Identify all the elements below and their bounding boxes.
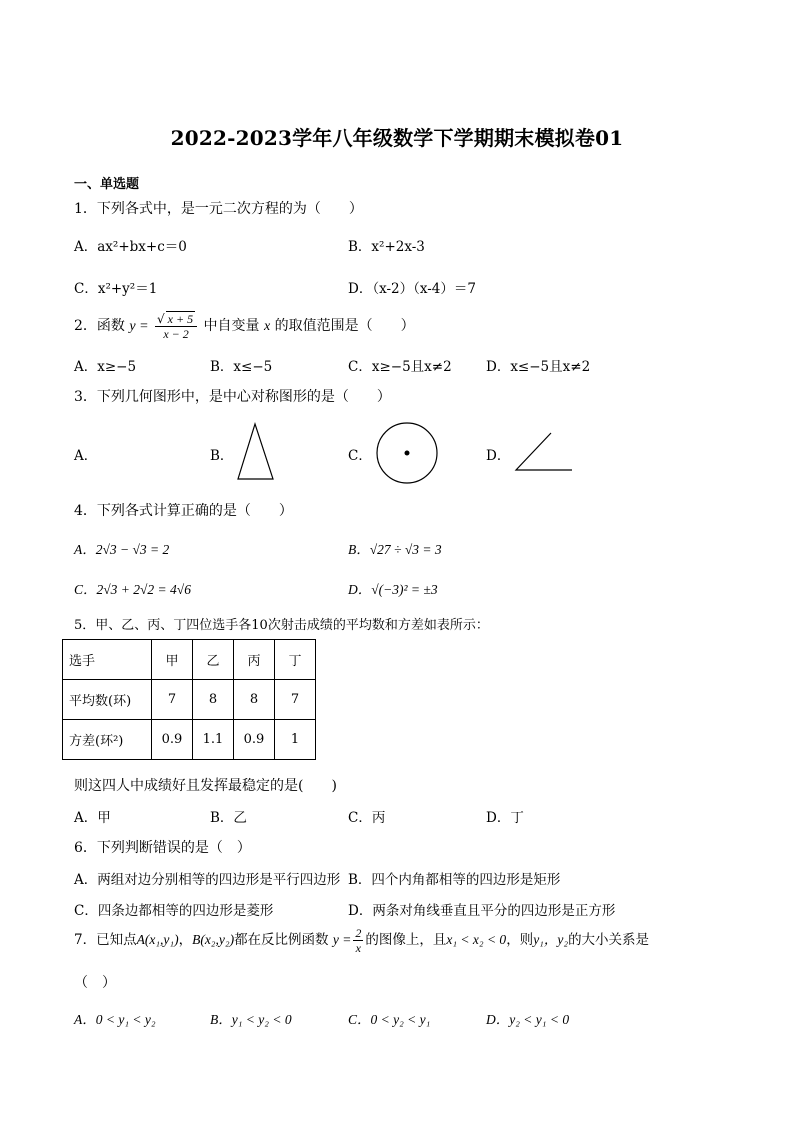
q2-variable: x xyxy=(264,319,271,334)
q3-option-a: A． xyxy=(74,448,98,464)
table-header-cell: 丁 xyxy=(275,640,316,680)
q3-option-c: C． xyxy=(348,448,372,464)
q7-part-2: 都在反比例函数 xyxy=(234,932,329,948)
q7-fraction xyxy=(353,926,363,955)
q7-denominator: x xyxy=(355,941,361,955)
q2-numerator: √ x + 5 xyxy=(155,311,197,327)
table-cell: 7 xyxy=(152,680,193,720)
question-4-stem: 4．下列各式计算正确的是（ ） xyxy=(74,503,293,519)
question-2-stem xyxy=(74,311,415,341)
q5-followup: 则这四人中成绩好且发挥最稳定的是( ) xyxy=(74,778,337,794)
q2-function-y: y = xyxy=(129,319,149,334)
q7-separator: ， xyxy=(178,932,193,948)
table-header-cell: 乙 xyxy=(193,640,234,680)
table-cell: 8 xyxy=(193,680,234,720)
table-cell: 8 xyxy=(234,680,275,720)
q4-option-b: B．√27 ÷ √3 = 3 xyxy=(348,542,442,557)
q7-option-a: A．0 < y₁ < y₂ xyxy=(74,1012,156,1027)
q7-part-5: 的大小关系是 xyxy=(568,932,650,948)
table-cell: 平均数(环) xyxy=(63,680,152,720)
q6-option-c: C．四条边都相等的四边形是菱形 xyxy=(74,903,274,919)
q2-option-b: B．x≤−5 xyxy=(210,359,273,375)
table-row xyxy=(63,720,316,760)
q2-denominator: x − 2 xyxy=(163,327,189,341)
q1-option-a: A．ax²+bx+c＝0 xyxy=(74,239,187,255)
table-header-cell: 甲 xyxy=(152,640,193,680)
q7-part-3: 的图像上，且 xyxy=(365,932,447,948)
table-header-cell: 选手 xyxy=(63,640,152,680)
q2-option-c: C．x≥−5且x≠2 xyxy=(348,359,452,375)
q3-option-d: D． xyxy=(486,448,511,464)
table-row xyxy=(63,680,316,720)
section-heading: 一、单选题 xyxy=(74,177,140,192)
question-3-stem: 3．下列几何图形中，是中心对称图形的是（ ） xyxy=(74,389,391,405)
q7-condition: x₁ < x₂ < 0 xyxy=(446,932,507,947)
q3-option-b: B． xyxy=(210,448,234,464)
question-5-stem: 5．甲、乙、丙、丁四位选手各10次射击成绩的平均数和方差如表所示： xyxy=(74,618,489,633)
circle-figure xyxy=(374,420,440,486)
q4-option-a: A．2√3 − √3 = 2 xyxy=(74,542,170,557)
q1-option-b: B．x²+2x-3 xyxy=(348,239,425,255)
table-cell: 0.9 xyxy=(152,720,193,760)
q2-fraction xyxy=(155,311,197,341)
q2-suffix: 中自变量 xyxy=(203,318,260,334)
table-cell: 7 xyxy=(275,680,316,720)
q7-variables: y₁，y₂ xyxy=(533,932,569,947)
q6-option-b: B．四个内角都相等的四边形是矩形 xyxy=(348,872,561,888)
q7-point-b: B(x₂,y₂) xyxy=(192,932,235,947)
q5-option-a: A．甲 xyxy=(74,810,111,826)
q4-option-c: C．2√3 + 2√2 = 4√6 xyxy=(74,582,191,597)
table-cell: 方差(环²) xyxy=(63,720,152,760)
q7-part-1: 7．已知点 xyxy=(74,932,137,948)
table-cell: 0.9 xyxy=(234,720,275,760)
table-cell: 1.1 xyxy=(193,720,234,760)
table-cell: 1 xyxy=(275,720,316,760)
q4-option-d: D．√(−3)² = ±3 xyxy=(348,582,438,597)
angle-figure xyxy=(513,431,575,473)
q7-function-y: y = xyxy=(332,932,352,947)
q7-option-d: D．y₂ < y₁ < 0 xyxy=(486,1012,570,1027)
q7-option-b: B．y₁ < y₂ < 0 xyxy=(210,1012,292,1027)
q2-option-d: D．x≤−5且x≠2 xyxy=(486,359,591,375)
q6-option-a: A．两组对边分别相等的四边形是平行四边形 xyxy=(74,872,341,888)
q5-option-c: C．丙 xyxy=(348,810,386,826)
question-6-stem: 6．下列判断错误的是（ ） xyxy=(74,840,251,856)
q1-option-c: C．x²+y²＝1 xyxy=(74,281,158,297)
q7-option-c: C．0 < y₂ < y₁ xyxy=(348,1012,431,1027)
q7-point-a: A(x₁,y₁) xyxy=(136,932,179,947)
q2-option-a: A．x≥−5 xyxy=(74,359,137,375)
q7-part-4: ，则 xyxy=(506,932,534,948)
q2-suffix-2: 的取值范围是（ ） xyxy=(274,318,415,334)
q2-prefix: 2．函数 xyxy=(74,318,125,334)
page-title: 2022-2023学年八年级数学下学期期末模拟卷01 xyxy=(170,126,624,150)
table-header-cell: 丙 xyxy=(234,640,275,680)
q1-option-d: D．（x-2）（x-4）＝7 xyxy=(348,281,476,297)
triangle-figure xyxy=(236,422,276,482)
q5-option-d: D．丁 xyxy=(486,810,524,826)
q7-answer-paren: （ ） xyxy=(74,975,116,991)
q7-numerator: 2 xyxy=(355,926,362,940)
q5-option-b: B．乙 xyxy=(210,810,247,826)
q6-option-d: D．两条对角线垂直且平分的四边形是正方形 xyxy=(348,903,616,919)
question-1-stem: 1．下列各式中，是一元二次方程的为（ ） xyxy=(74,201,363,217)
question-7-stem xyxy=(74,926,649,955)
table-header-row xyxy=(63,640,316,680)
statistics-table xyxy=(62,639,316,760)
